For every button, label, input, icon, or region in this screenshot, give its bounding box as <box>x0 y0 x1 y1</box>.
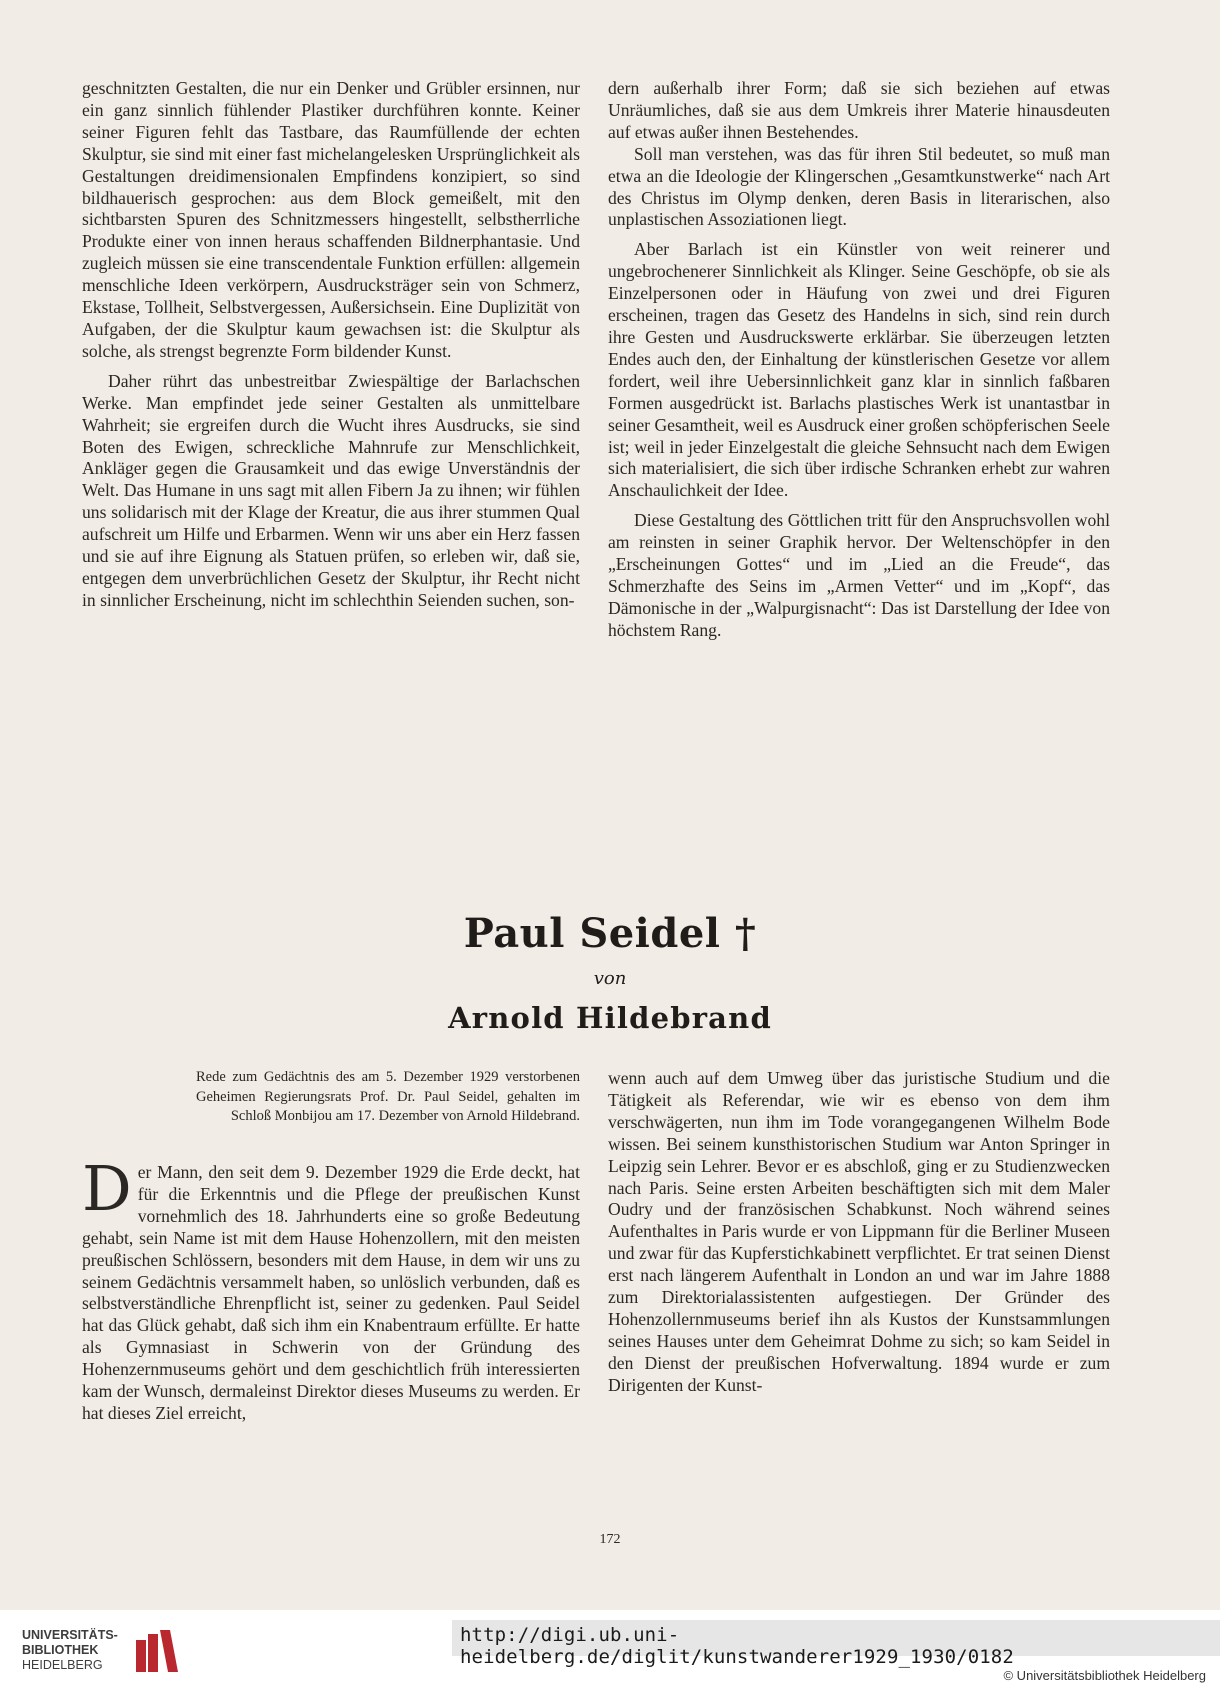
library-logo-icon <box>134 1628 180 1674</box>
paragraph-text: er Mann, den seit dem 9. Dezember 1929 die Erde deckt, hat für die Erkenntnis und die Pflege der preußischen Kunst vornehmlich des 18. Jahrhunderts eine so große Bedeutung gehabt, sein Name ist mit dem Hause Hohenzollern, mit den meisten preußischen Schlössern, besonders mit dem Hause, in dem wir uns zu seinem Gedächtnis versammelt haben, so unlöslich verbunden, daß es selbstverständliche Ehrenpflicht ist, seiner zu gedenken. Paul Seidel hat das Glück gehabt, daß sich ihm ein Knabentraum erfüllte. Er hatte als Gymnasiast in Schwerin von der Gründung des Hohenzernmuseums gehört und dem geschichtlich früh interessierten kam der Wunsch, dermaleinst Direktor dieses Museums zu werden. Er hat dieses Ziel erreicht, <box>82 1162 580 1423</box>
article-left-column <box>82 1152 580 1425</box>
paragraph: dern außerhalb ihrer Form; daß sie sich beziehen auf etwas Unräumliches, daß sie aus dem Umkreis ihrer Materie hinausdeuten auf etwas außer ihnen Bestehendes. <box>608 78 1110 142</box>
paragraph: Diese Gestaltung des Göttlichen tritt für den Anspruchsvollen wohl am reinsten in seiner Graphik hervor. Der Weltenschöpfer in den „Erscheinungen Gottes“ und im „Lied an die Freude“, das Schmerzhafte des Seins im „Armen Vetter“ und im „Kopf“, das Dämonische in der „Walpurgisnacht“: Das ist Darstellung der Idee von höchstem Rang. <box>608 510 1110 640</box>
copyright-notice: © Universitätsbibliothek Heidelberg <box>1003 1668 1206 1683</box>
paragraph: geschnitzten Gestalten, die nur ein Denker und Grübler ersinnen, nur ein ganz sinnlich fühlender Plastiker durchführen konnte. Keiner seiner Figuren fehlt das Tastbare, das Raumfüllende der echten Skulptur, sie sind mit einer fast michelangelesken Ursprünglichkeit als Gestaltungen dreidimensionalen Empfindens konzipiert, so sind bildhauerisch gesprochen: aus dem Block gemeißelt, mit den sichtbarsten Spuren des Schnitzmessers hingestellt, selbstherrliche Produkte einer von innen heraus schaffenden Bildnerphantasie. Und zugleich müssen sie eine transcendentale Funktion erfüllen: allgemein menschliche Ideen verkörpern, Ausdrucksträger sein von Schmerz, Ekstase, Tollheit, Selbstvergessen, Außersichsein. Eine Duplizität von Aufgaben, der die Skulptur kaum gewachsen ist: die Skulptur als solche, als strengst begrenzte Form bildender Kunst. <box>82 78 580 361</box>
top-right-column <box>608 78 1110 642</box>
page-number: 172 <box>599 1532 621 1547</box>
paragraph: wenn auch auf dem Umweg über das juristische Studium und die Tätigkeit als Referendar, wie wir es ebenso von dem ihm verschwägerten, nun ihm im Tode vorangegangenen Wilhelm Bode wissen. Bei seinem kunsthistorischen Studium war Anton Springer in Leipzig sein Lehrer. Bevor er es abschloß, ging er zu Studienzwecken nach Paris. Seine ersten Arbeiten beschäftigten sich mit dem Maler Oudry und der französischen Schabkunst. Noch während seines Aufenthaltes in Paris wurde er von Lippmann für die Berliner Museen und zwar für das Kupferstichkabinett verpflichtet. Er trat seinen Dienst erst nach längerem Aufenthalt in London an und war im Jahre 1888 zum Direktorialassistenten aufgestiegen. Der Gründer des Hohenzollernmuseums berief ihn als Kustos der Kunstsammlungen seines Hauses unter dem Geheimrat Dohme zu sich; so kam Seidel in den Dienst der preußischen Hofverwaltung. 1894 wurde er zum Dirigenten der Kunst- <box>608 1068 1110 1395</box>
paragraph: Aber Barlach ist ein Künstler von weit reinerer und ungebrochenerer Sinnlichkeit als Klinger. Seine Geschöpfe, ob sie als Einzelpersonen oder in Häufung von zwei und drei Figuren erscheinen, tragen das Gesetz des Handelns in sich, sind rein durch ihre Gesten und Ausdruckswerte erklärbar. Sie überzeugen letzten Endes auch den, der Einhaltung der künstlerischen Gesetze vor allem fordert, weil ihre Uebersinnlichkeit ganz klar in sinnlich faßbaren Formen ausgedrückt ist. Barlachs plastisches Werk ist unantastbar in seiner Gesamtheit, weil es Ausdruck einer großen schöpferischen Seele ist; weil in jeder Einzelgestalt die gleiche Sehnsucht nach dem Ewigen sich materialisiert, die sich über irdische Schranken erhebt zur wahren Anschaulichkeit der Idee. <box>608 239 1110 501</box>
speech-caption: Rede zum Gedächtnis des am 5. Dezember 1929 verstorbenen Geheimen Regierungsrats Prof. Dr. Paul Seidel, gehalten im Schloß Monbijou am 17. Dezember von Arnold Hildebrand. <box>196 1069 580 1125</box>
top-left-column <box>82 78 580 612</box>
paragraph <box>82 1152 580 1425</box>
article-right-column <box>608 1068 1110 1397</box>
article-author: Arnold Hildebrand <box>448 1001 772 1035</box>
library-line: HEIDELBERG <box>22 1658 103 1672</box>
paragraph: Daher rührt das unbestreitbar Zwiespältige der Barlachschen Werke. Man empfindet jede seiner Gestalten als unmittelbare Wahrheit; sie ergreifen durch die Wucht ihres Ausdrucks, sie sind Boten des Ewigen, schreckliche Mahnrufe zur Menschlichkeit, Ankläger gegen die Grausamkeit und das ewige Unverständnis der Welt. Das Humane in uns sagt mit allen Fibern Ja zu ihnen; wir fühlen uns solidarisch mit der Klage der Kreatur, die aus ihrer stummen Qual aufschreit um Hilfe und Erbarmen. Wenn wir uns aber ein Herz fassen und sie auf ihre Eignung als Statuen prüfen, so erleben wir, daß sie, entgegen dem unverbrüchlichen Gesetz der Skulptur, ihr Recht nicht in sinnlicher Erscheinung, nicht im schlechthin Seienden suchen, son- <box>82 370 580 610</box>
library-line: UNIVERSITÄTS- <box>22 1628 118 1642</box>
paragraph: Soll man verstehen, was das für ihren Stil bedeutet, so muß man etwa an die Ideologie der Klingerschen „Gesamtkunstwerke“ nach Art des Christus im Olymp denken, deren Basis in literarischen, also unplastischen Assoziationen liegt. <box>608 143 1110 230</box>
article-byline: von <box>593 968 627 989</box>
document-url[interactable]: http://digi.ub.uni-heidelberg.de/diglit/kunstwanderer1929_1930/0182 <box>460 1624 1014 1668</box>
library-name <box>22 1628 132 1673</box>
article-title: Paul Seidel † <box>463 910 757 957</box>
library-line: BIBLIOTHEK <box>22 1643 99 1657</box>
digitization-footer <box>0 1610 1220 1692</box>
drop-cap: D <box>82 1152 132 1225</box>
